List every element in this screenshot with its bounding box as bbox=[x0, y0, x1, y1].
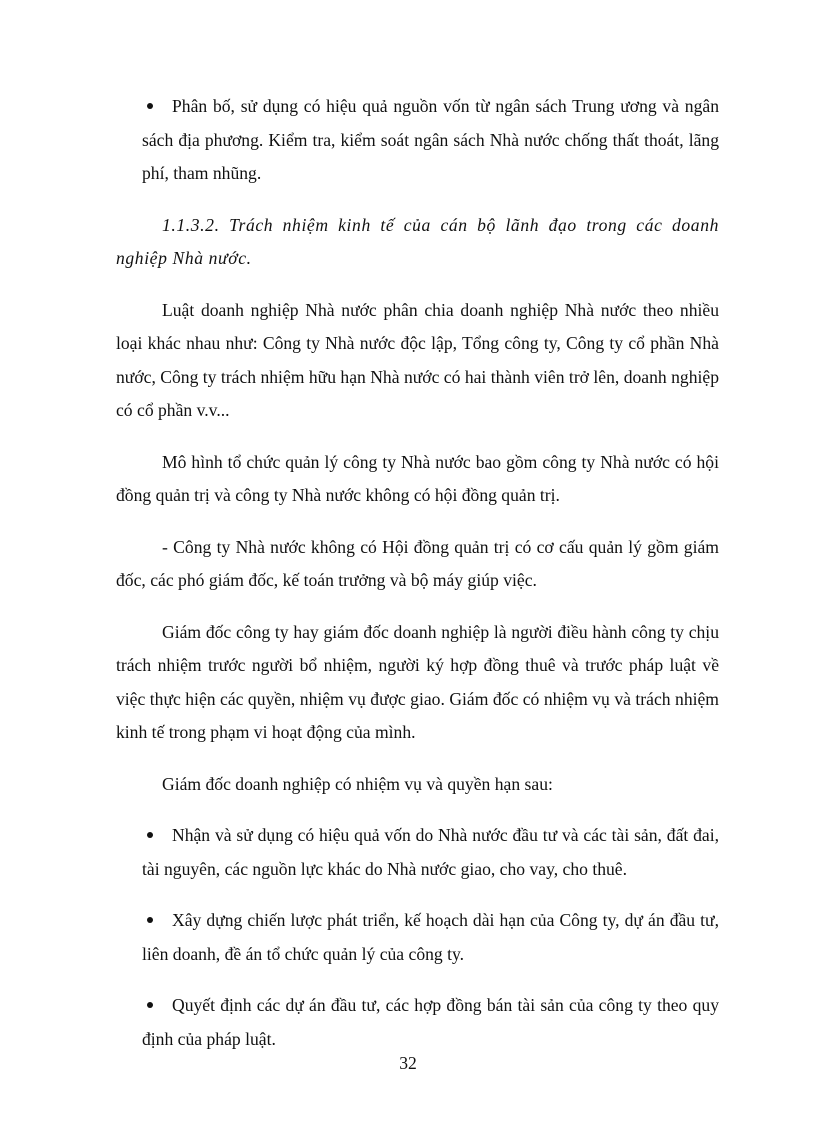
page-number: 32 bbox=[399, 1053, 417, 1073]
bullet-dot-icon bbox=[147, 832, 153, 838]
paragraph-director-duties: Giám đốc doanh nghiệp có nhiệm vụ và quyền hạn sau: bbox=[162, 773, 553, 794]
page-body bbox=[116, 90, 719, 1074]
paragraph-enterprise-types: Luật doanh nghiệp Nhà nước phân chia doanh nghiệp Nhà nước theo nhiều loại khác nhau như: Công ty Nhà nước độc lập, Tổng công ty, Công ty cổ phần Nhà nước, Công ty trách nhiệm hữu hạn Nhà nước có hai thành viên trở lên, doanh nghiệp có cổ phần v.v... bbox=[116, 299, 719, 420]
bullet-text: Nhận và sử dụng có hiệu quả vốn do Nhà nước đầu tư và các tài sản, đất đai, tài nguyên, các nguồn lực khác do Nhà nước giao, cho vay, cho thuê. bbox=[142, 825, 719, 879]
bullet-item-budget bbox=[116, 90, 719, 191]
paragraph-no-board: - Công ty Nhà nước không có Hội đồng quản trị có cơ cấu quản lý gồm giám đốc, các phó giám đốc, kế toán trưởng và bộ máy giúp việc. bbox=[116, 536, 719, 590]
bullet-text: Phân bố, sử dụng có hiệu quả nguồn vốn từ ngân sách Trung ương và ngân sách địa phương. Kiểm tra, kiểm soát ngân sách Nhà nước chống thất thoát, lãng phí, tham nhũng. bbox=[142, 96, 719, 183]
bullet-item-strategy bbox=[116, 904, 719, 971]
bullet-dot-icon bbox=[147, 1002, 153, 1008]
bullet-dot-icon bbox=[147, 103, 153, 109]
section-heading: 1.1.3.2. Trách nhiệm kinh tế của cán bộ lãnh đạo trong các doanh nghiệp Nhà nước. bbox=[116, 214, 719, 268]
paragraph-management-model: Mô hình tổ chức quản lý công ty Nhà nước bao gồm công ty Nhà nước có hội đồng quản trị và công ty Nhà nước không có hội đồng quản trị. bbox=[116, 451, 719, 505]
bullet-text: Xây dựng chiến lược phát triển, kế hoạch dài hạn của Công ty, dự án đầu tư, liên doanh, đề án tổ chức quản lý của công ty. bbox=[142, 910, 719, 964]
bullet-text: Quyết định các dự án đầu tư, các hợp đồng bán tài sản của công ty theo quy định của pháp luật. bbox=[142, 995, 719, 1049]
bullet-item-investment bbox=[116, 989, 719, 1056]
bullet-item-capital bbox=[116, 819, 719, 886]
bullet-dot-icon bbox=[147, 917, 153, 923]
paragraph-director-role: Giám đốc công ty hay giám đốc doanh nghiệp là người điều hành công ty chịu trách nhiệm trước người bổ nhiệm, người ký hợp đồng thuê và trước pháp luật về việc thực hiện các quyền, nhiệm vụ được giao. Giám đốc có nhiệm vụ và trách nhiệm kinh tế trong phạm vi hoạt động của mình. bbox=[116, 621, 719, 742]
